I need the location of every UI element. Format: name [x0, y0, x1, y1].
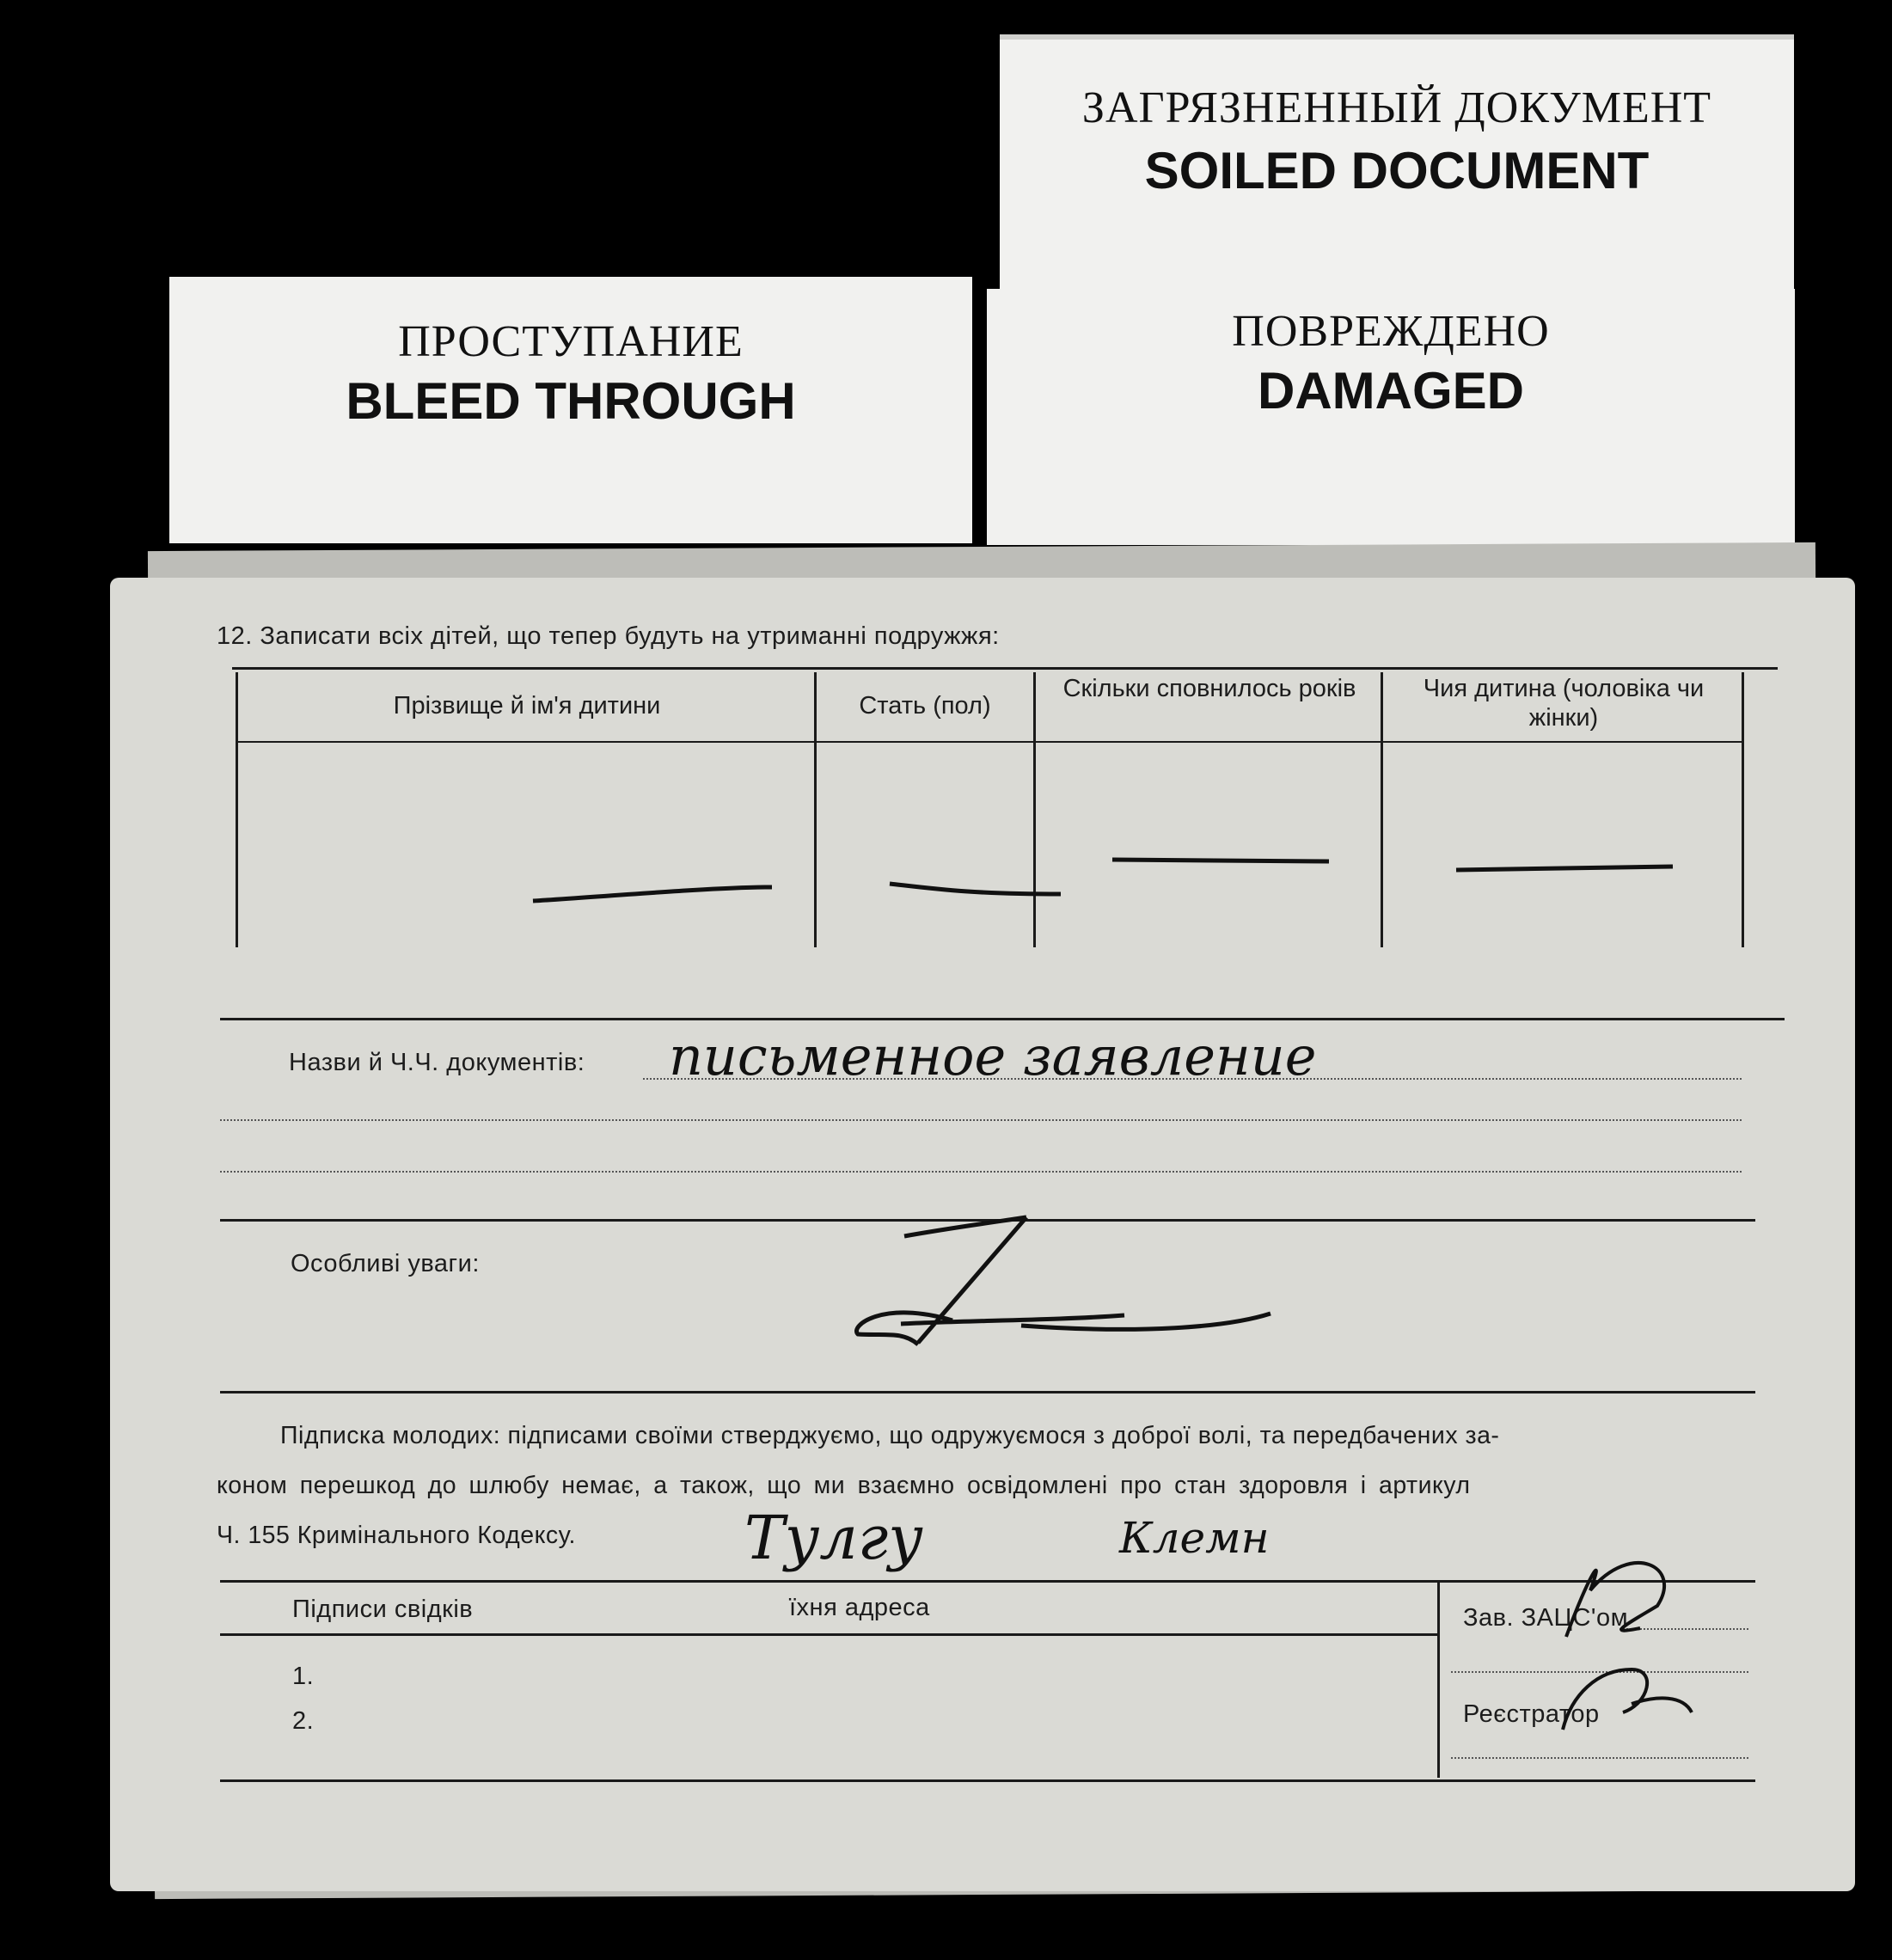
damaged-label-ru: ПОВРЕЖДЕНО: [1232, 307, 1550, 356]
registrar-label: Реєстратор: [1463, 1700, 1600, 1728]
dash-age: [1112, 860, 1329, 861]
col-age: Скільки сповнилось років: [1062, 675, 1356, 702]
col-whose-child: Чия дитина (чоловіка чи жінки): [1423, 675, 1705, 732]
dash-name: [533, 887, 772, 901]
section-12-title: 12. Записати всіх дітей, що тепер будуть на утриманні подружжя:: [217, 622, 1000, 650]
witness-number-2: 2.: [292, 1707, 315, 1735]
damaged-card: [987, 289, 1795, 545]
soiled-label-en: SOILED DOCUMENT: [1144, 142, 1650, 199]
bleed-through-card: [169, 277, 972, 543]
damaged-label-en: DAMAGED: [1258, 362, 1524, 420]
signature-bride: Клемн: [1119, 1513, 1270, 1563]
bleed-label-en: BLEED THROUGH: [346, 372, 796, 430]
address-label: їхня адреса: [789, 1594, 930, 1621]
col-sex: Стать (пол): [859, 692, 991, 720]
bleed-label-ru: ПРОСТУПАНИЕ: [398, 317, 744, 366]
declaration-line-3: Ч. 155 Кримінального Кодексу.: [217, 1522, 576, 1549]
witness-number-1: 1.: [292, 1663, 315, 1690]
documents-label: Назви й Ч.Ч. документів:: [289, 1049, 585, 1076]
head-signature: [1566, 1563, 1664, 1637]
remarks-label: Особливі уваги:: [291, 1250, 480, 1277]
witnesses-label: Підписи свідків: [292, 1596, 474, 1623]
remarks-mark: [856, 1217, 1271, 1344]
signature-groom: Тулгу: [744, 1503, 923, 1573]
declaration-line-2: коном перешкод до шлюбу немає, а також, що ми взаємно освідомлені про стан здоровля і артикул: [217, 1472, 1471, 1499]
dash-whose: [1456, 867, 1673, 870]
head-label: Зав. ЗАЦС'ом: [1463, 1604, 1629, 1632]
handwriting-strokes: [110, 578, 1855, 1891]
soiled-label-ru: ЗАГРЯЗНЕННЫЙ ДОКУМЕНТ: [1081, 83, 1712, 132]
dash-sex: [890, 884, 1061, 894]
form-page: [110, 578, 1855, 1891]
documents-value: письменное заявление: [669, 1025, 1317, 1087]
col-child-name: Прізвище й ім'я дитини: [393, 692, 661, 720]
registrar-signature: [1563, 1669, 1692, 1730]
soiled-document-card: [1000, 34, 1794, 297]
declaration-line-1: Підписка молодих: підписами своїми стверджуємо, що одружуємося з доброї волі, та передбачених за-: [280, 1422, 1500, 1449]
